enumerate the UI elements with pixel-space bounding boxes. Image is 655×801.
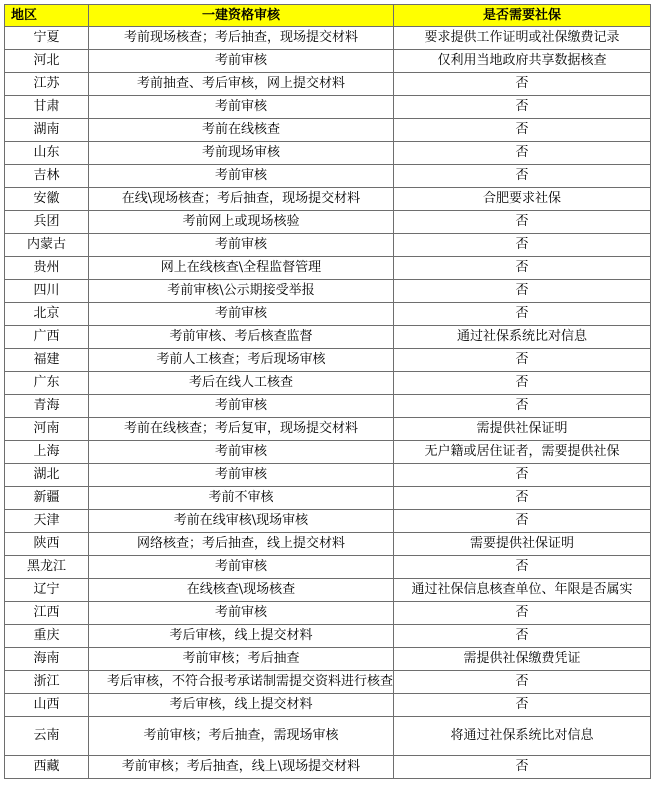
cell-social-security: 否 (394, 142, 651, 165)
cell-region: 湖北 (5, 464, 89, 487)
table-row (5, 717, 651, 756)
cell-review: 考前审核 (89, 234, 394, 257)
cell-review: 考前审核；考后抽查，需现场审核 (89, 717, 394, 756)
cell-region: 青海 (5, 395, 89, 418)
table-row (5, 211, 651, 234)
cell-region: 云南 (5, 717, 89, 756)
cell-review: 考后审核，线上提交材料 (89, 694, 394, 717)
cell-social-security: 否 (394, 694, 651, 717)
cell-region: 浙江 (5, 671, 89, 694)
cell-review: 在线\现场核查；考后抽查，现场提交材料 (89, 188, 394, 211)
table-row (5, 579, 651, 602)
cell-region: 上海 (5, 441, 89, 464)
cell-review: 考前审核；考后抽查 (89, 648, 394, 671)
cell-social-security: 否 (394, 211, 651, 234)
cell-social-security: 否 (394, 73, 651, 96)
cell-region: 四川 (5, 280, 89, 303)
header-row (5, 5, 651, 27)
qualification-table (4, 4, 651, 779)
table-body (5, 27, 651, 779)
cell-region: 西藏 (5, 756, 89, 779)
cell-social-security: 否 (394, 234, 651, 257)
cell-region: 陕西 (5, 533, 89, 556)
table-row (5, 671, 651, 694)
table-row (5, 533, 651, 556)
header-social-security: 是否需要社保 (394, 5, 651, 27)
table-row (5, 694, 651, 717)
cell-region: 新疆 (5, 487, 89, 510)
table-row (5, 280, 651, 303)
cell-social-security: 否 (394, 280, 651, 303)
cell-social-security: 否 (394, 257, 651, 280)
table-row (5, 372, 651, 395)
cell-social-security: 否 (394, 372, 651, 395)
cell-social-security: 否 (394, 119, 651, 142)
cell-region: 江苏 (5, 73, 89, 96)
cell-region: 山西 (5, 694, 89, 717)
table-row (5, 303, 651, 326)
table-row (5, 96, 651, 119)
cell-social-security: 需要提供社保证明 (394, 533, 651, 556)
cell-region: 北京 (5, 303, 89, 326)
cell-region: 贵州 (5, 257, 89, 280)
cell-social-security: 否 (394, 303, 651, 326)
cell-review: 考前审核 (89, 303, 394, 326)
cell-review: 考前人工核查；考后现场审核 (89, 349, 394, 372)
cell-region: 海南 (5, 648, 89, 671)
cell-region: 湖南 (5, 119, 89, 142)
cell-review: 考前审核 (89, 50, 394, 73)
table-row (5, 234, 651, 257)
table-row (5, 326, 651, 349)
table-row (5, 510, 651, 533)
cell-region: 吉林 (5, 165, 89, 188)
table-row (5, 625, 651, 648)
cell-region: 广东 (5, 372, 89, 395)
table-row (5, 142, 651, 165)
cell-region: 宁夏 (5, 27, 89, 50)
cell-region: 甘肃 (5, 96, 89, 119)
cell-review: 考前在线审核\现场审核 (89, 510, 394, 533)
cell-social-security: 否 (394, 671, 651, 694)
cell-review: 考前审核；考后抽查，线上\现场提交材料 (89, 756, 394, 779)
table-row (5, 487, 651, 510)
cell-review: 考前审核 (89, 602, 394, 625)
cell-social-security: 否 (394, 96, 651, 119)
header-region: 地区 (5, 5, 89, 27)
cell-social-security: 否 (394, 487, 651, 510)
cell-region: 重庆 (5, 625, 89, 648)
cell-review: 考前抽查、考后审核，网上提交材料 (89, 73, 394, 96)
cell-review: 考前审核 (89, 165, 394, 188)
cell-social-security: 否 (394, 165, 651, 188)
cell-region: 山东 (5, 142, 89, 165)
table-row (5, 349, 651, 372)
cell-social-security: 合肥要求社保 (394, 188, 651, 211)
cell-social-security: 否 (394, 349, 651, 372)
table-container (4, 4, 651, 779)
cell-review: 考后在线人工核查 (89, 372, 394, 395)
table-row (5, 395, 651, 418)
cell-social-security: 将通过社保系统比对信息 (394, 717, 651, 756)
cell-social-security: 否 (394, 625, 651, 648)
table-row (5, 165, 651, 188)
cell-region: 广西 (5, 326, 89, 349)
cell-social-security: 仅利用当地政府共享数据核查 (394, 50, 651, 73)
cell-social-security: 否 (394, 510, 651, 533)
table-row (5, 50, 651, 73)
cell-review: 考前现场审核 (89, 142, 394, 165)
cell-review: 考前审核 (89, 464, 394, 487)
cell-review: 考后审核，不符合报考承诺制需提交资料进行核查 (89, 671, 394, 694)
table-row (5, 27, 651, 50)
cell-review: 考前审核 (89, 556, 394, 579)
cell-social-security: 需提供社保缴费凭证 (394, 648, 651, 671)
table-row (5, 188, 651, 211)
cell-region: 安徽 (5, 188, 89, 211)
table-row (5, 756, 651, 779)
table-row (5, 602, 651, 625)
cell-review: 考前网上或现场核验 (89, 211, 394, 234)
cell-social-security: 无户籍或居住证者，需要提供社保 (394, 441, 651, 464)
cell-review: 考前审核、考后核查监督 (89, 326, 394, 349)
cell-region: 河南 (5, 418, 89, 441)
header-review: 一建资格审核 (89, 5, 394, 27)
cell-social-security: 否 (394, 756, 651, 779)
cell-review: 考后审核，线上提交材料 (89, 625, 394, 648)
cell-social-security: 要求提供工作证明或社保缴费记录 (394, 27, 651, 50)
table-row (5, 119, 651, 142)
table-row (5, 441, 651, 464)
cell-region: 内蒙古 (5, 234, 89, 257)
cell-review: 考前不审核 (89, 487, 394, 510)
cell-review: 网上在线核查\全程监督管理 (89, 257, 394, 280)
table-row (5, 464, 651, 487)
table-row (5, 418, 651, 441)
cell-review: 考前审核 (89, 395, 394, 418)
cell-social-security: 否 (394, 464, 651, 487)
table-row (5, 648, 651, 671)
table-row (5, 257, 651, 280)
cell-region: 黑龙江 (5, 556, 89, 579)
cell-social-security: 通过社保信息核查单位、年限是否属实 (394, 579, 651, 602)
cell-social-security: 通过社保系统比对信息 (394, 326, 651, 349)
cell-region: 河北 (5, 50, 89, 73)
cell-social-security: 否 (394, 602, 651, 625)
table-row (5, 73, 651, 96)
cell-social-security: 否 (394, 556, 651, 579)
cell-review: 考前审核 (89, 441, 394, 464)
cell-region: 江西 (5, 602, 89, 625)
cell-review: 考前审核 (89, 96, 394, 119)
table-row (5, 556, 651, 579)
cell-social-security: 否 (394, 395, 651, 418)
cell-review: 在线核查\现场核查 (89, 579, 394, 602)
cell-region: 天津 (5, 510, 89, 533)
cell-region: 辽宁 (5, 579, 89, 602)
cell-region: 福建 (5, 349, 89, 372)
cell-review: 考前在线核查 (89, 119, 394, 142)
cell-region: 兵团 (5, 211, 89, 234)
cell-review: 考前在线核查；考后复审，现场提交材料 (89, 418, 394, 441)
cell-review: 考前审核\公示期接受举报 (89, 280, 394, 303)
cell-review: 考前现场核查；考后抽查，现场提交材料 (89, 27, 394, 50)
cell-review: 网络核查；考后抽查，线上提交材料 (89, 533, 394, 556)
cell-social-security: 需提供社保证明 (394, 418, 651, 441)
